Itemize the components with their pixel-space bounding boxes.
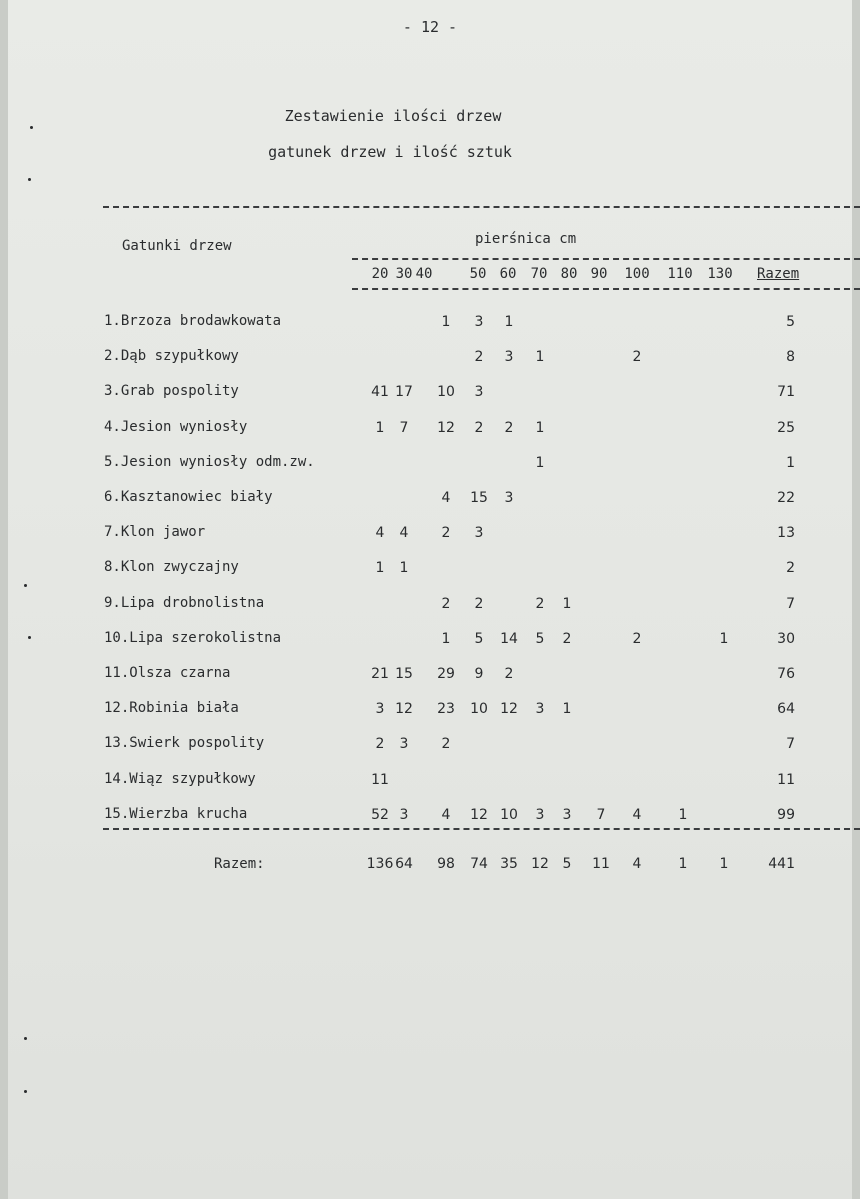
count-cell: 1 bbox=[535, 419, 545, 436]
count-cell: 21 bbox=[371, 666, 389, 682]
document-title: Zestawienie ilości drzew bbox=[284, 107, 502, 125]
summary-cell: 5 bbox=[562, 856, 572, 872]
row-total: 11 bbox=[777, 771, 795, 788]
count-cell: 11 bbox=[371, 771, 389, 788]
diameter-column-label: 70 bbox=[530, 266, 548, 282]
count-cell: 2 bbox=[562, 630, 572, 647]
margin-dot bbox=[28, 178, 31, 181]
margin-dot bbox=[24, 1037, 27, 1040]
count-cell: 3 bbox=[504, 490, 514, 506]
row-total: 13 bbox=[777, 525, 795, 542]
count-cell: 1 bbox=[441, 314, 451, 330]
row-total: 8 bbox=[786, 349, 795, 366]
count-cell: 2 bbox=[474, 349, 484, 366]
species-name: 1.Brzoza brodawkowata bbox=[104, 313, 282, 329]
species-name: 4.Jesion wyniosły bbox=[104, 418, 248, 435]
count-cell: 1 bbox=[535, 349, 545, 366]
species-column-header: Gatunki drzew bbox=[122, 238, 232, 254]
summary-cell: 4 bbox=[632, 856, 642, 872]
count-cell: 4 bbox=[399, 525, 409, 542]
row-total: 5 bbox=[786, 314, 795, 330]
count-cell: 3 bbox=[535, 806, 545, 823]
count-cell: 3 bbox=[562, 806, 572, 823]
diameter-column-label: 110 bbox=[667, 266, 693, 282]
count-cell: 12 bbox=[395, 701, 413, 718]
diameter-column-label: 90 bbox=[590, 266, 608, 282]
diameter-column-label: 100 bbox=[624, 266, 650, 282]
margin-dot bbox=[24, 584, 27, 587]
count-cell: 15 bbox=[470, 490, 488, 506]
count-cell: 4 bbox=[441, 806, 451, 823]
species-name: 2.Dąb szypułkowy bbox=[104, 348, 239, 365]
count-cell: 2 bbox=[474, 419, 484, 436]
species-name: 3.Grab pospolity bbox=[104, 383, 239, 400]
count-cell: 4 bbox=[632, 806, 642, 823]
count-cell: 2 bbox=[441, 736, 451, 753]
row-total: 99 bbox=[777, 806, 795, 823]
count-cell: 3 bbox=[474, 525, 484, 542]
count-cell: 1 bbox=[504, 314, 514, 330]
margin-dot bbox=[28, 636, 31, 639]
count-cell: 12 bbox=[470, 806, 488, 823]
row-total: 76 bbox=[777, 666, 795, 682]
species-name: 8.Klon zwyczajny bbox=[104, 559, 239, 576]
count-cell: 3 bbox=[535, 701, 545, 718]
summary-cell: 98 bbox=[437, 856, 455, 872]
header-rule bbox=[352, 258, 860, 260]
summary-label: Razem: bbox=[214, 856, 265, 872]
count-cell: 14 bbox=[500, 630, 518, 647]
grand-total: 441 bbox=[768, 856, 795, 872]
table-bottom-rule bbox=[103, 828, 860, 830]
count-cell: 2 bbox=[441, 525, 451, 542]
row-total: 64 bbox=[777, 701, 795, 718]
count-cell: 5 bbox=[535, 630, 545, 647]
summary-cell: 1 bbox=[678, 856, 688, 872]
margin-dot bbox=[24, 1090, 27, 1093]
page-edge-right bbox=[852, 0, 860, 1199]
count-cell: 17 bbox=[395, 384, 413, 401]
count-cell: 3 bbox=[474, 314, 484, 330]
page-edge-left bbox=[0, 0, 8, 1199]
count-cell: 4 bbox=[375, 525, 385, 542]
count-cell: 1 bbox=[375, 560, 385, 577]
row-total: 25 bbox=[777, 419, 795, 436]
count-cell: 41 bbox=[371, 384, 389, 401]
summary-cell: 74 bbox=[470, 856, 488, 872]
diameter-column-label: 130 bbox=[707, 266, 733, 282]
count-cell: 12 bbox=[437, 419, 455, 436]
count-cell: 3 bbox=[375, 701, 385, 718]
count-cell: 3 bbox=[399, 736, 409, 753]
diameter-group-header: pierśnica cm bbox=[475, 231, 577, 247]
count-cell: 1 bbox=[719, 630, 729, 647]
count-cell: 7 bbox=[596, 806, 606, 823]
species-name: 14.Wiąz szypułkowy bbox=[104, 770, 256, 787]
count-cell: 2 bbox=[504, 666, 514, 682]
count-cell: 12 bbox=[500, 701, 518, 718]
diameter-column-label: 50 bbox=[469, 266, 487, 282]
count-cell: 2 bbox=[632, 349, 642, 366]
row-total: 2 bbox=[786, 560, 795, 577]
row-total: 1 bbox=[786, 454, 795, 471]
count-cell: 9 bbox=[474, 666, 484, 682]
species-name: 9.Lipa drobnolistna bbox=[104, 594, 265, 611]
species-name: 11.Olsza czarna bbox=[104, 665, 231, 681]
diameter-column-label: 60 bbox=[499, 266, 517, 282]
count-cell: 2 bbox=[441, 595, 451, 612]
count-cell: 3 bbox=[474, 384, 484, 401]
count-cell: 15 bbox=[395, 666, 413, 682]
summary-cell: 64 bbox=[395, 856, 413, 872]
header-bottom-rule bbox=[352, 288, 860, 290]
count-cell: 1 bbox=[399, 560, 409, 577]
count-cell: 1 bbox=[375, 419, 385, 436]
species-name: 12.Robinia biała bbox=[104, 700, 239, 717]
count-cell: 1 bbox=[562, 595, 572, 612]
count-cell: 10 bbox=[470, 701, 488, 718]
row-total: 7 bbox=[786, 736, 795, 753]
table-top-rule bbox=[103, 206, 860, 208]
summary-cell: 12 bbox=[531, 856, 549, 872]
count-cell: 2 bbox=[632, 630, 642, 647]
count-cell: 29 bbox=[437, 666, 455, 682]
count-cell: 52 bbox=[371, 806, 389, 823]
count-cell: 1 bbox=[441, 630, 451, 647]
diameter-column-label: 40 bbox=[415, 266, 433, 282]
count-cell: 1 bbox=[678, 806, 688, 823]
species-name: 7.Klon jawor bbox=[104, 524, 206, 541]
total-column-header: Razem bbox=[757, 266, 800, 282]
count-cell: 2 bbox=[504, 419, 514, 436]
diameter-column-label: 20 bbox=[371, 266, 389, 282]
count-cell: 3 bbox=[399, 806, 409, 823]
margin-dot bbox=[30, 126, 33, 129]
summary-cell: 11 bbox=[592, 856, 610, 872]
count-cell: 3 bbox=[504, 349, 514, 366]
species-name: 10.Lipa szerokolistna bbox=[104, 629, 282, 646]
species-name: 15.Wierzba krucha bbox=[104, 805, 248, 822]
row-total: 7 bbox=[786, 595, 795, 612]
page-number: - 12 - bbox=[402, 18, 458, 36]
count-cell: 23 bbox=[437, 701, 455, 718]
count-cell: 5 bbox=[474, 630, 484, 647]
count-cell: 1 bbox=[562, 701, 572, 718]
count-cell: 10 bbox=[500, 806, 518, 823]
count-cell: 2 bbox=[535, 595, 545, 612]
species-name: 6.Kasztanowiec biały bbox=[104, 489, 273, 505]
row-total: 71 bbox=[777, 384, 795, 401]
count-cell: 4 bbox=[441, 490, 451, 506]
species-name: 5.Jesion wyniosły odm.zw. bbox=[104, 453, 315, 470]
count-cell: 1 bbox=[535, 454, 545, 471]
summary-cell: 136 bbox=[366, 856, 394, 872]
count-cell: 10 bbox=[437, 384, 455, 401]
count-cell: 7 bbox=[399, 419, 409, 436]
count-cell: 2 bbox=[375, 736, 385, 753]
summary-cell: 1 bbox=[719, 856, 729, 872]
row-total: 22 bbox=[777, 490, 795, 506]
summary-cell: 35 bbox=[500, 856, 518, 872]
document-subtitle: gatunek drzew i ilość sztuk bbox=[268, 143, 512, 161]
diameter-column-label: 30 bbox=[395, 266, 413, 282]
count-cell: 2 bbox=[474, 595, 484, 612]
row-total: 30 bbox=[777, 630, 795, 647]
species-name: 13.Swierk pospolity bbox=[104, 735, 265, 752]
diameter-column-label: 80 bbox=[560, 266, 578, 282]
